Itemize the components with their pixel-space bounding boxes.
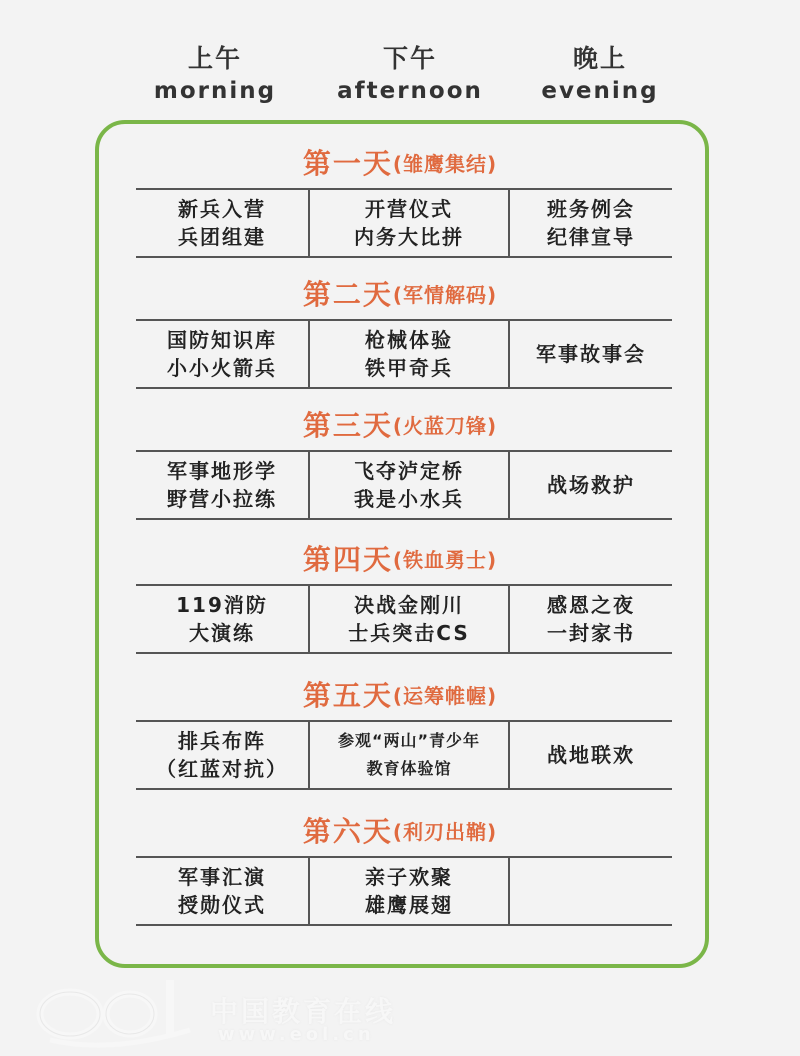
day-title (0, 275, 800, 315)
watermark-url: www.eol.cn (218, 1024, 375, 1045)
header-morning-en: morning (153, 78, 277, 104)
day-schedule-row (136, 319, 672, 389)
evening-cell (510, 190, 672, 256)
day-title (0, 540, 800, 580)
activity-line: 开营仪式 (365, 197, 453, 221)
day-schedule-row (136, 720, 672, 790)
activity-line: 班务例会 (547, 197, 635, 221)
day-schedule-row (136, 584, 672, 654)
evening-cell (510, 722, 672, 788)
day-schedule-row (136, 856, 672, 926)
activity-line: 野营小拉练 (167, 487, 277, 511)
watermark-name: 中国教育在线 (210, 995, 397, 1028)
morning-cell (136, 722, 310, 788)
header-morning (130, 44, 300, 108)
activity-line: 战场救护 (547, 473, 635, 497)
header-afternoon-en: afternoon (337, 78, 483, 104)
header-afternoon (320, 44, 500, 108)
eol-logo-icon (30, 970, 200, 1050)
morning-cell (136, 321, 310, 387)
day-title-main: 第四天 (302, 543, 393, 576)
evening-cell (510, 452, 672, 518)
column-header (0, 44, 800, 114)
day-title-main: 第五天 (302, 679, 393, 712)
day-title (0, 144, 800, 184)
activity-line: 兵团组建 (178, 225, 266, 249)
morning-cell (136, 190, 310, 256)
activity-line: 参观“两山”青少年 (337, 731, 481, 750)
day-title (0, 406, 800, 446)
activity-line: 纪律宣导 (547, 225, 635, 249)
morning-cell (136, 858, 310, 924)
activity-line: 亲子欢聚 (365, 865, 453, 889)
activity-line: 教育体验馆 (366, 759, 452, 778)
activity-line: 军事故事会 (536, 342, 646, 366)
activity-line: 战地联欢 (547, 743, 635, 767)
afternoon-cell (310, 858, 510, 924)
activity-line: 内务大比拼 (354, 225, 464, 249)
activity-line: 军事汇演 (178, 865, 266, 889)
activity-line: 感恩之夜 (547, 593, 635, 617)
afternoon-cell (310, 452, 510, 518)
day-title-sub: (利刃出鞘) (392, 820, 498, 844)
day-title-main: 第六天 (302, 815, 393, 848)
evening-cell (510, 586, 672, 652)
morning-cell (136, 452, 310, 518)
activity-line: 大演练 (189, 621, 255, 645)
header-evening-zh: 晚上 (572, 44, 627, 73)
activity-line: 军事地形学 (167, 459, 277, 483)
activity-line: 小小火箭兵 (167, 356, 277, 380)
activity-line: 枪械体验 (365, 328, 453, 352)
day-title-sub: (铁血勇士) (392, 548, 498, 572)
day-title-main: 第三天 (302, 409, 393, 442)
day-title-main: 第一天 (302, 147, 393, 180)
header-evening-en: evening (541, 78, 659, 104)
evening-cell (510, 858, 672, 924)
header-evening (515, 44, 685, 108)
activity-line: （红蓝对抗） (156, 757, 288, 781)
activity-line: 士兵突击CS (348, 621, 470, 645)
day-title-sub: (火蓝刀锋) (392, 414, 498, 438)
day-title-sub: (雏鹰集结) (392, 152, 498, 176)
activity-line: 排兵布阵 (178, 729, 266, 753)
activity-line: 国防知识库 (167, 328, 277, 352)
activity-line: 飞夺泸定桥 (354, 459, 464, 483)
day-title (0, 676, 800, 716)
day-title-main: 第二天 (302, 278, 393, 311)
afternoon-cell (310, 321, 510, 387)
activity-line: 决战金刚川 (354, 593, 464, 617)
day-title-sub: (军情解码) (392, 283, 498, 307)
day-schedule-row (136, 450, 672, 520)
activity-line: 雄鹰展翅 (365, 893, 453, 917)
activity-line: 119消防 (176, 593, 268, 617)
activity-line: 铁甲奇兵 (365, 356, 453, 380)
activity-line: 新兵入营 (178, 197, 266, 221)
activity-line: 我是小水兵 (354, 487, 464, 511)
header-afternoon-zh: 下午 (382, 44, 437, 73)
activity-line: 授勋仪式 (178, 893, 266, 917)
header-morning-zh: 上午 (187, 44, 242, 73)
afternoon-cell (310, 722, 510, 788)
afternoon-cell (310, 190, 510, 256)
day-title-sub: (运筹帷幄) (392, 684, 498, 708)
day-title (0, 812, 800, 852)
activity-line: 一封家书 (547, 621, 635, 645)
watermark (30, 970, 470, 1050)
morning-cell (136, 586, 310, 652)
evening-cell (510, 321, 672, 387)
day-schedule-row (136, 188, 672, 258)
afternoon-cell (310, 586, 510, 652)
